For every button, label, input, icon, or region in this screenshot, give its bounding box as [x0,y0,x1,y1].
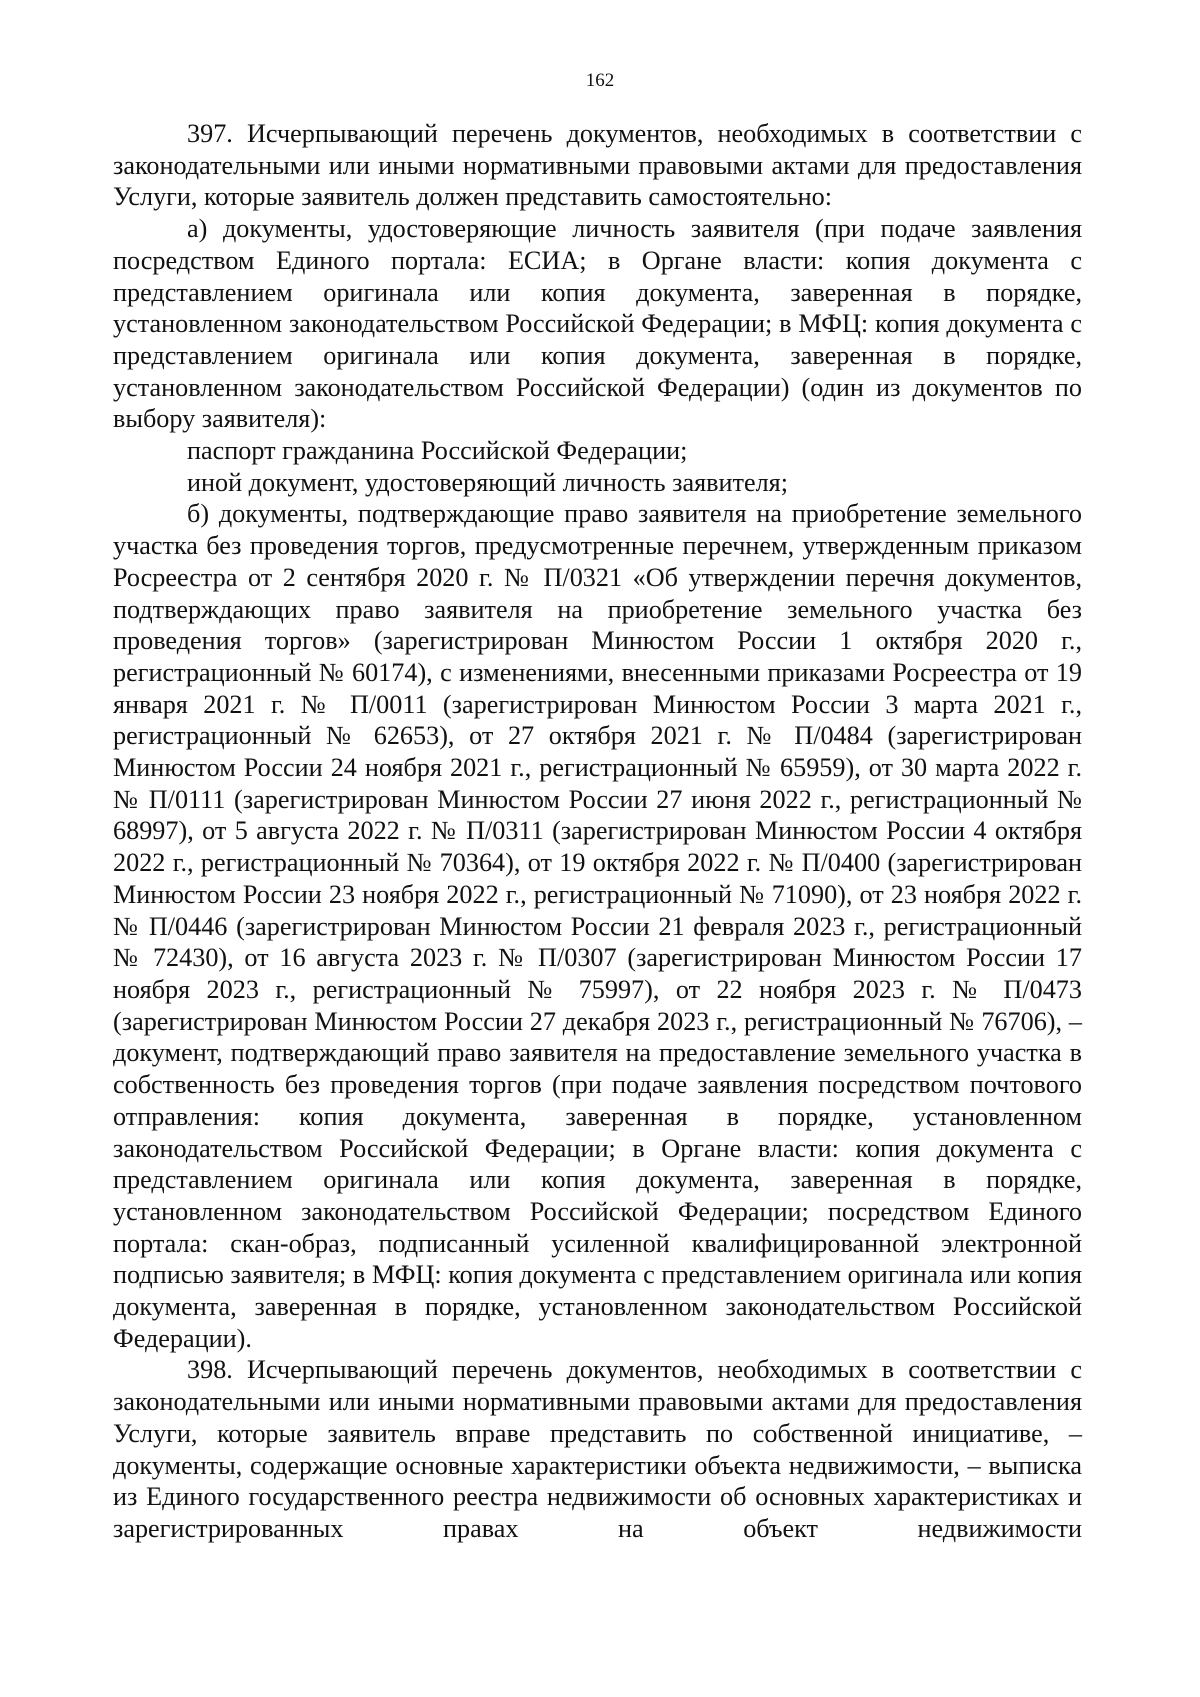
page-number: 162 [585,70,615,91]
paragraph-397: 397. Исчерпывающий перечень документов, необходимых в соответствии с законодательными или иными нормативными правовыми актами для предоставления Услуги, которые заявитель должен представить самостоятельно: [113,119,1082,212]
list-item-other-id: иной документ, удостоверяющий личность заявителя; [187,467,789,497]
paragraph-397-a: а) документы, удостоверяющие личность заявителя (при подаче заявления посредством Единого портала: ЕСИА; в Органе власти: копия документа с представлением оригинала или копия документа, заверенная в порядке, установленном законодательством Российской Федерации; в МФЦ: копия документа с представлением оригинала или копия документа, заверенная в порядке, установленном законодательством Российской Федерации) (один из документов по выбору заявителя): [113,214,1082,434]
list-item-passport: паспорт гражданина Российской Федерации; [187,436,688,466]
paragraph-397-b: б) документы, подтверждающие право заявителя на приобретение земельного участка без проведения торгов, предусмотренные перечнем, утвержденным приказом Росреестра от 2 сентября 2020 г. № П/0321 «Об утверждении перечня документов, подтверждающих право заявителя на приобретение земельного участка без проведения торгов» (зарегистрирован Минюстом России 1 октября 2020 г., регистрационный № 60174), с изменениями, внесенными приказами Росреестра от 19 января 2021 г. № П/0011 (зарегистрирован Минюстом России 3 марта 2021 г., регистрационный № 62653), от 27 октября 2021 г. № П/0484 (зарегистрирован Минюстом России 24 ноября 2021 г., регистрационный № 65959), от 30 марта 2022 г. № П/0111 (зарегистрирован Минюстом России 27 июня 2022 г., регистрационный № 68997), от 5 августа 2022 г. № П/0311 (зарегистрирован Минюстом России 4 октября 2022 г., регистрационный № 70364), от 19 октября 2022 г. № П/0400 (зарегистрирован Минюстом России 23 ноября 2022 г., регистрационный № 71090), от 23 ноября 2022 г. № П/0446 (зарегистрирован Минюстом России 21 февраля 2023 г., регистрационный № 72430), от 16 августа 2023 г. № П/0307 (зарегистрирован Минюстом России 17 ноября 2023 г., регистрационный № 75997), от 22 ноября 2023 г. № П/0473 (зарегистрирован Минюстом России 27 декабря 2023 г., регистрационный № 76706), – документ, подтверждающий право заявителя на предоставление земельного участка в собственность без проведения торгов (при подаче заявления посредством почтового отправления: копия документа, заверенная в порядке, установленном законодательством Российской Федерации; в Органе власти: копия документа с представлением оригинала или копия документа, заверенная в порядке, установленном законодательством Российской Федерации; посредством Единого портала: скан-образ, подписанный усиленной квалифицированной электронной подписью заявителя; в МФЦ: копия документа с представлением оригинала или копия документа, заверенная в порядке, установленном законодательством Российской Федерации). [113,499,1082,1353]
paragraph-398: 398. Исчерпывающий перечень документов, необходимых в соответствии с законодательными или иными нормативными правовыми актами для предоставления Услуги, которые заявитель вправе представить по собственной инициативе, – документы, содержащие основные характеристики объекта недвижимости, – выписка из Единого государственного реестра недвижимости об основных характеристиках и зарегистрированных правах на объект недвижимости [113,1355,1082,1543]
document-body [113,118,1082,1545]
